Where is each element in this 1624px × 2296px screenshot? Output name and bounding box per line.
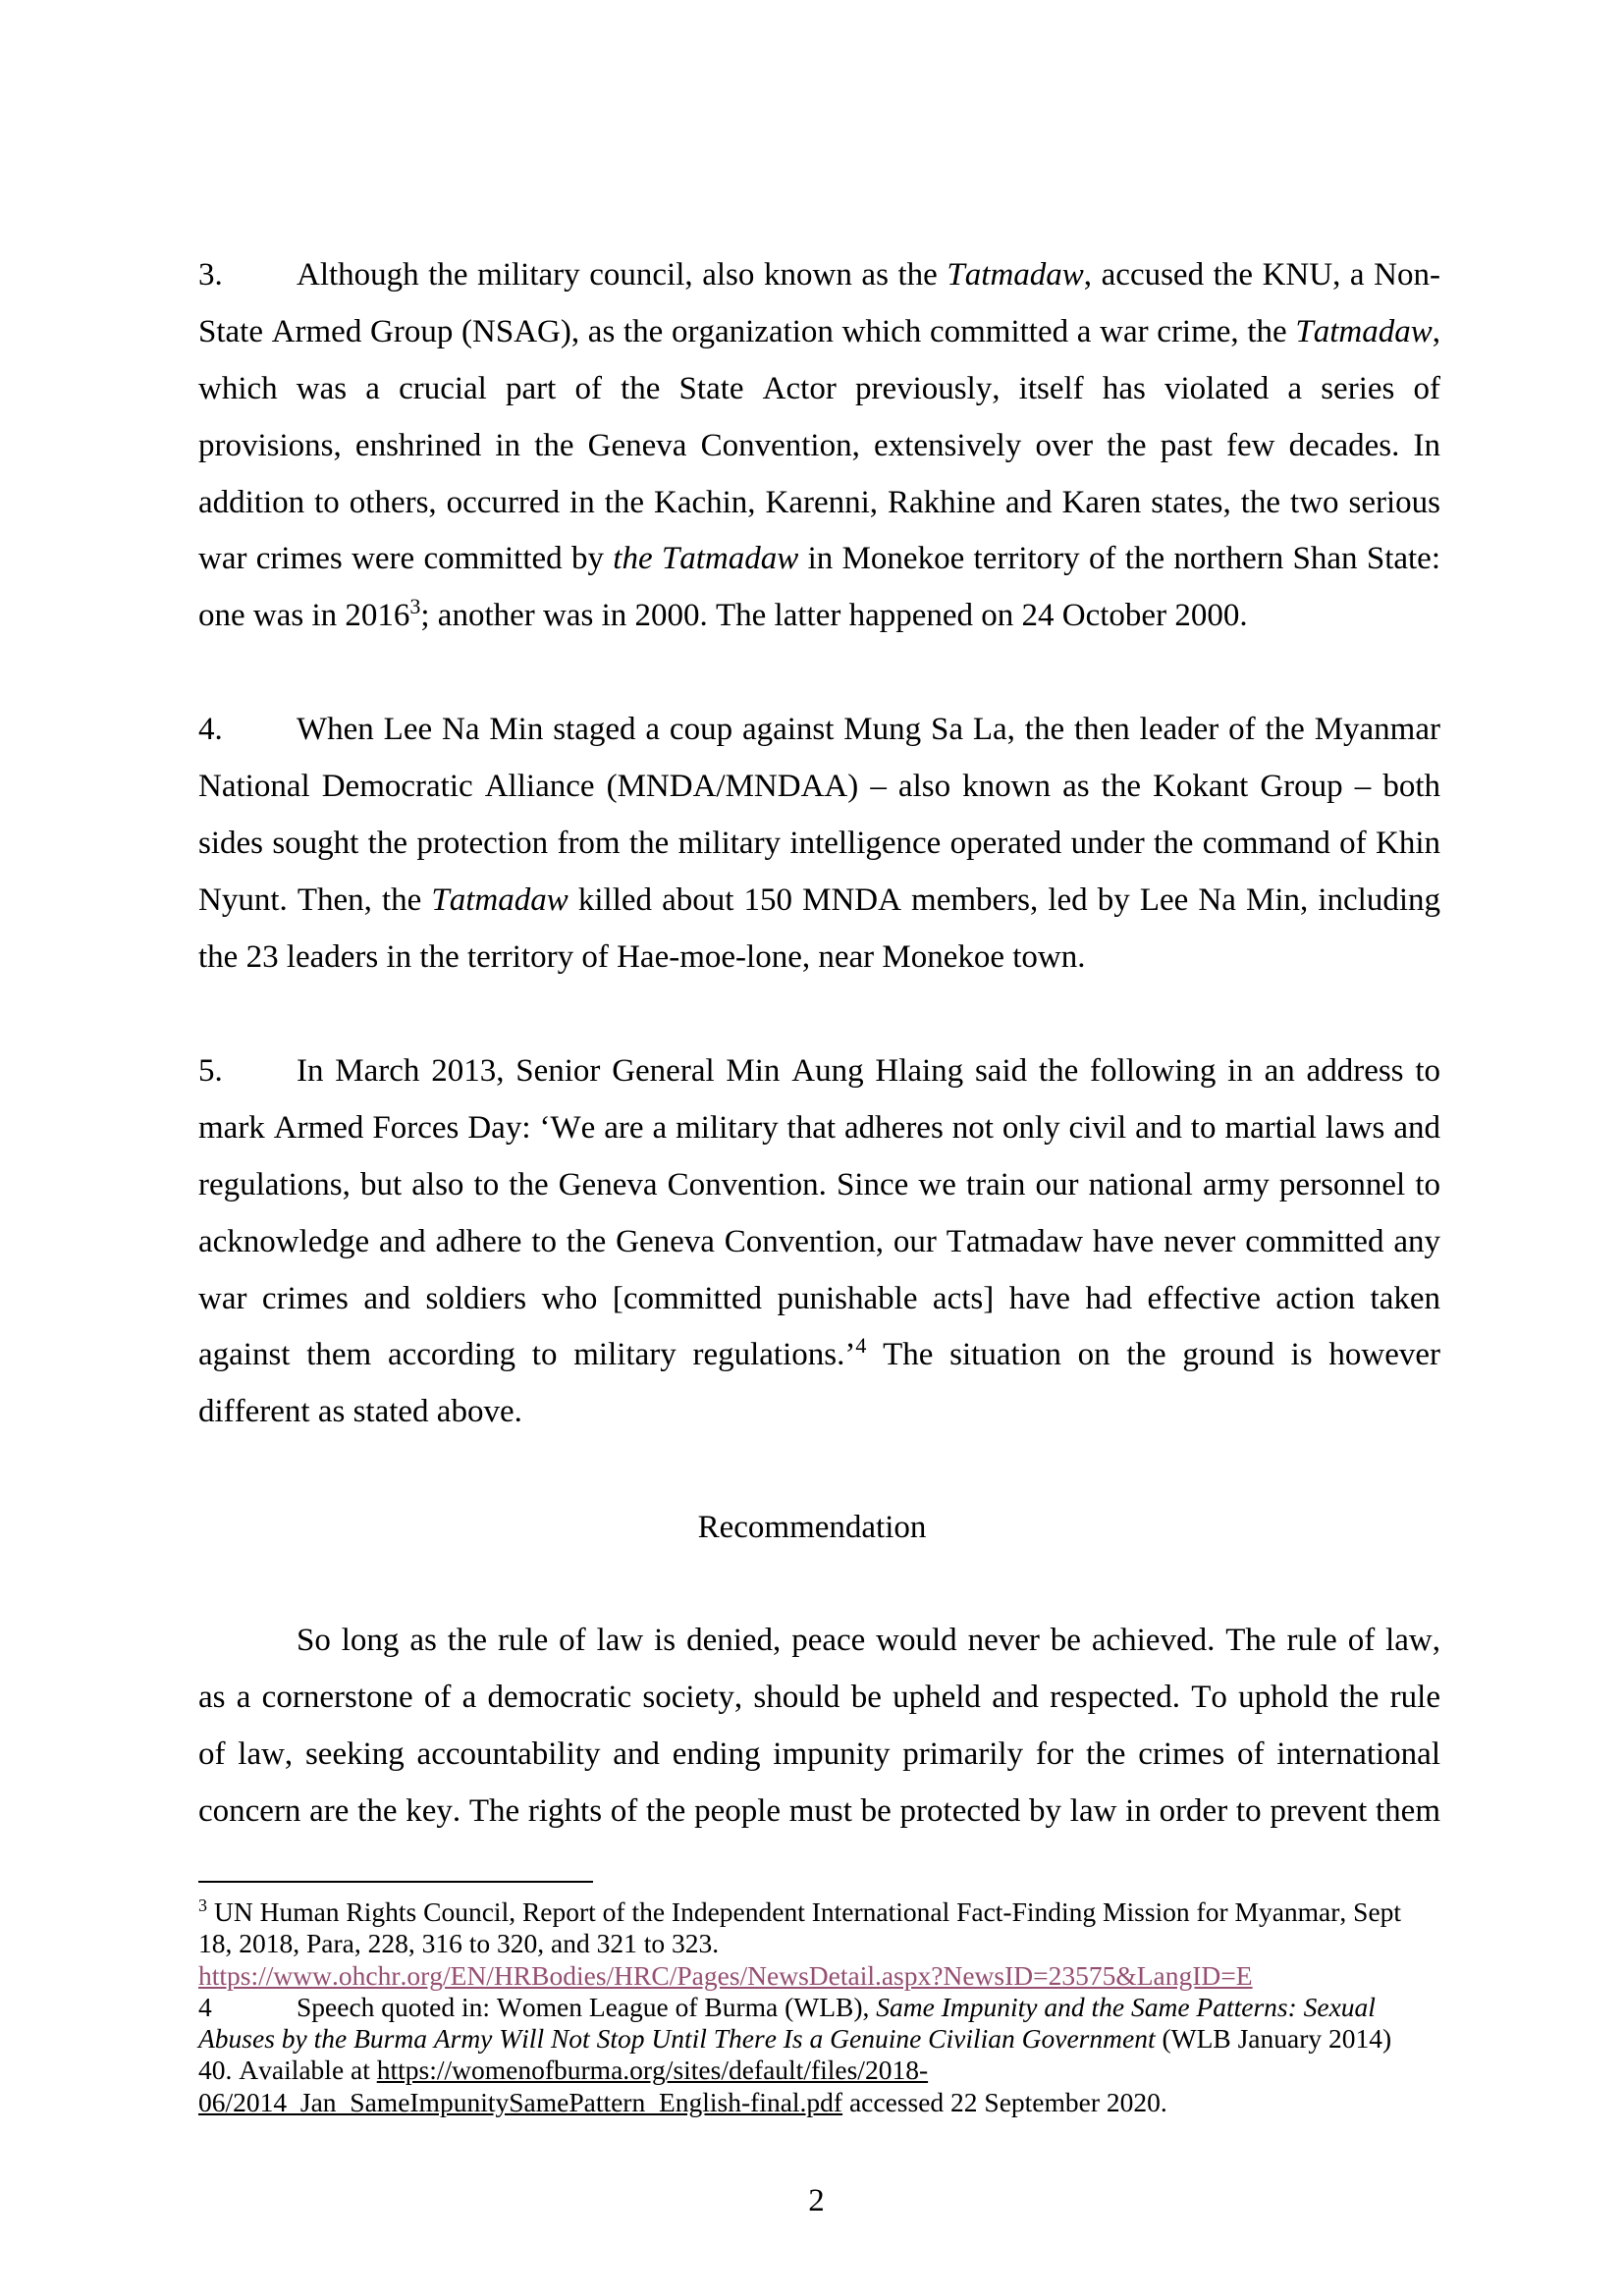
footnote-link[interactable]: https://womenofburma.org/sites/default/files/2018- <box>376 2055 929 2086</box>
italic-text: Tatmadaw <box>431 881 568 918</box>
recommendation-line-4 <box>198 1784 1440 1841</box>
footnotes <box>198 1896 1440 2118</box>
text-run: acknowledge and adhere to the Geneva Convention, our Tatmadaw have never committed any <box>198 1223 1440 1259</box>
paragraph-3-line-6 <box>198 531 1440 588</box>
footnote-3-line-1 <box>198 1896 1440 1928</box>
text-run: mark Armed Forces Day: ‘We are a military that adheres not only civil and to martial laws and <box>198 1109 1440 1146</box>
paragraph-5-line-1 <box>198 1043 1440 1100</box>
italic-text: Abuses by the Burma Army Will Not Stop Until There Is a Genuine Civilian Government <box>198 2023 1156 2055</box>
text-run: of law, seeking accountability and ending impunity primarily for the crimes of international <box>198 1735 1440 1772</box>
paragraph-5 <box>198 1043 1440 1441</box>
paragraph-number: 4. <box>198 712 223 747</box>
paragraph-5-line-6 <box>198 1327 1440 1384</box>
paragraph-3 <box>198 247 1440 645</box>
footnote-4-line-1 <box>198 1992 1440 2023</box>
footnote-link[interactable]: 06/2014_Jan_SameImpunitySamePattern_English-final.pdf <box>198 2086 843 2117</box>
text-run: National Democratic Alliance (MNDA/MNDAA) – also known as the Kokant Group – both <box>198 768 1440 804</box>
text-run: accessed 22 September 2020. <box>842 2086 1167 2117</box>
paragraph-3-line-4 <box>198 418 1440 475</box>
text-run: When Lee Na Min staged a coup against Mung Sa La, the then leader of the Myanmar <box>297 712 1440 747</box>
section-heading: Recommendation <box>697 1510 927 1545</box>
paragraph-4 <box>198 702 1440 986</box>
paragraph-3-line-5 <box>198 475 1440 532</box>
footnote-separator <box>198 1881 593 1883</box>
footnote-3-line-2 <box>198 1928 1440 1959</box>
text-run: as a cornerstone of a democratic society, should be upheld and respected. To uphold the rule <box>198 1679 1440 1715</box>
paragraph-3-line-7 <box>198 588 1440 645</box>
paragraph-4-line-2 <box>198 759 1440 816</box>
paragraph-5-line-2 <box>198 1100 1440 1157</box>
recommendation-paragraph <box>198 1613 1440 1841</box>
text-run: So long as the rule of law is denied, peace would never be achieved. The rule of law, <box>297 1623 1440 1658</box>
footnote-4-line-3 <box>198 2055 1440 2086</box>
text-run: , accused the KNU, a Non- <box>1083 257 1440 293</box>
footnote-reference-3[interactable]: 3 <box>409 594 421 619</box>
footnote-reference-4[interactable]: 4 <box>855 1333 867 1359</box>
text-run: (WLB January 2014) <box>1155 2023 1392 2055</box>
recommendation-line-3 <box>198 1727 1440 1784</box>
text-run: 40. Available at <box>198 2055 377 2086</box>
paragraph-5-line-4 <box>198 1214 1440 1271</box>
text-run: , <box>1432 313 1440 349</box>
paragraph-3-line-2 <box>198 304 1440 361</box>
text-run: State Armed Group (NSAG), as the organization which committed a war crime, the <box>198 313 1296 349</box>
text-run: provisions, enshrined in the Geneva Convention, extensively over the past few decades. In <box>198 427 1440 463</box>
paragraph-4-line-4 <box>198 873 1440 930</box>
paragraph-3-line-1 <box>198 247 1440 304</box>
page-number: 2 <box>808 2183 825 2218</box>
text-run: ; another was in 2000. The latter happened on 24 October 2000. <box>420 598 1248 634</box>
text-run: The situation on the ground is however <box>866 1337 1441 1373</box>
paragraph-number: 3. <box>198 257 223 293</box>
italic-text: Tatmadaw <box>1295 313 1433 349</box>
paragraph-5-line-5 <box>198 1271 1440 1328</box>
text-run: in Monekoe territory of the northern Shan State: <box>798 541 1440 577</box>
footnote-marker: 4 <box>198 1991 212 2022</box>
italic-text: the Tatmadaw <box>613 541 799 577</box>
footnote-marker: 3 <box>198 1895 207 1915</box>
text-run: one was in 2016 <box>198 598 410 634</box>
paragraph-5-line-7 <box>198 1384 1440 1441</box>
text-run: regulations, but also to the Geneva Convention. Since we train our national army personnel to <box>198 1166 1440 1202</box>
text-run: different as stated above. <box>198 1394 522 1430</box>
text-run: sides sought the protection from the military intelligence operated under the command of Khin <box>198 825 1440 861</box>
paragraph-number: 5. <box>198 1053 223 1089</box>
text-run: the 23 leaders in the territory of Hae-moe-lone, near Monekoe town. <box>198 938 1086 975</box>
italic-text: Tatmadaw <box>947 257 1084 293</box>
recommendation-line-1 <box>198 1613 1440 1670</box>
paragraph-4-line-1 <box>198 702 1440 759</box>
text-run: UN Human Rights Council, Report of the Independent International Fact-Finding Mission for Myanmar, Sept <box>214 1896 1402 1927</box>
text-run: which was a crucial part of the State Actor previously, itself has violated a series of <box>198 370 1440 406</box>
text-run: war crimes were committed by <box>198 541 614 577</box>
text-run: Speech quoted in: Women League of Burma (WLB), <box>297 1991 877 2022</box>
text-run: In March 2013, Senior General Min Aung Hlaing said the following in an address to <box>297 1053 1440 1089</box>
paragraph-3-line-3 <box>198 361 1440 418</box>
text-run: concern are the key. The rights of the people must be protected by law in order to prevent them <box>198 1792 1440 1829</box>
footnote-link[interactable]: https://www.ohchr.org/EN/HRBodies/HRC/Pages/NewsDetail.aspx?NewsID=23575&LangID=E <box>198 1959 1253 1991</box>
text-run: 18, 2018, Para, 228, 316 to 320, and 321 to 323. <box>198 1928 720 1959</box>
text-run: killed about 150 MNDA members, led by Lee Na Min, including <box>568 881 1440 918</box>
footnote-3-line-3 <box>198 1960 1440 1992</box>
paragraph-5-line-3 <box>198 1157 1440 1214</box>
text-run: addition to others, occurred in the Kachin, Karenni, Rakhine and Karen states, the two serious <box>198 484 1440 520</box>
paragraph-4-line-3 <box>198 816 1440 873</box>
paragraph-4-line-5 <box>198 930 1440 987</box>
footnote-4-line-2 <box>198 2023 1440 2055</box>
recommendation-line-2 <box>198 1670 1440 1727</box>
text-run: war crimes and soldiers who [committed punishable acts] have had effective action taken <box>198 1280 1440 1316</box>
text-run: Although the military council, also known as the <box>297 257 947 293</box>
footnote-4-line-4 <box>198 2087 1440 2118</box>
text-run: against them according to military regulations.’ <box>198 1337 856 1373</box>
text-run: Nyunt. Then, the <box>198 881 432 918</box>
italic-text: Same Impunity and the Same Patterns: Sexual <box>876 1991 1376 2022</box>
